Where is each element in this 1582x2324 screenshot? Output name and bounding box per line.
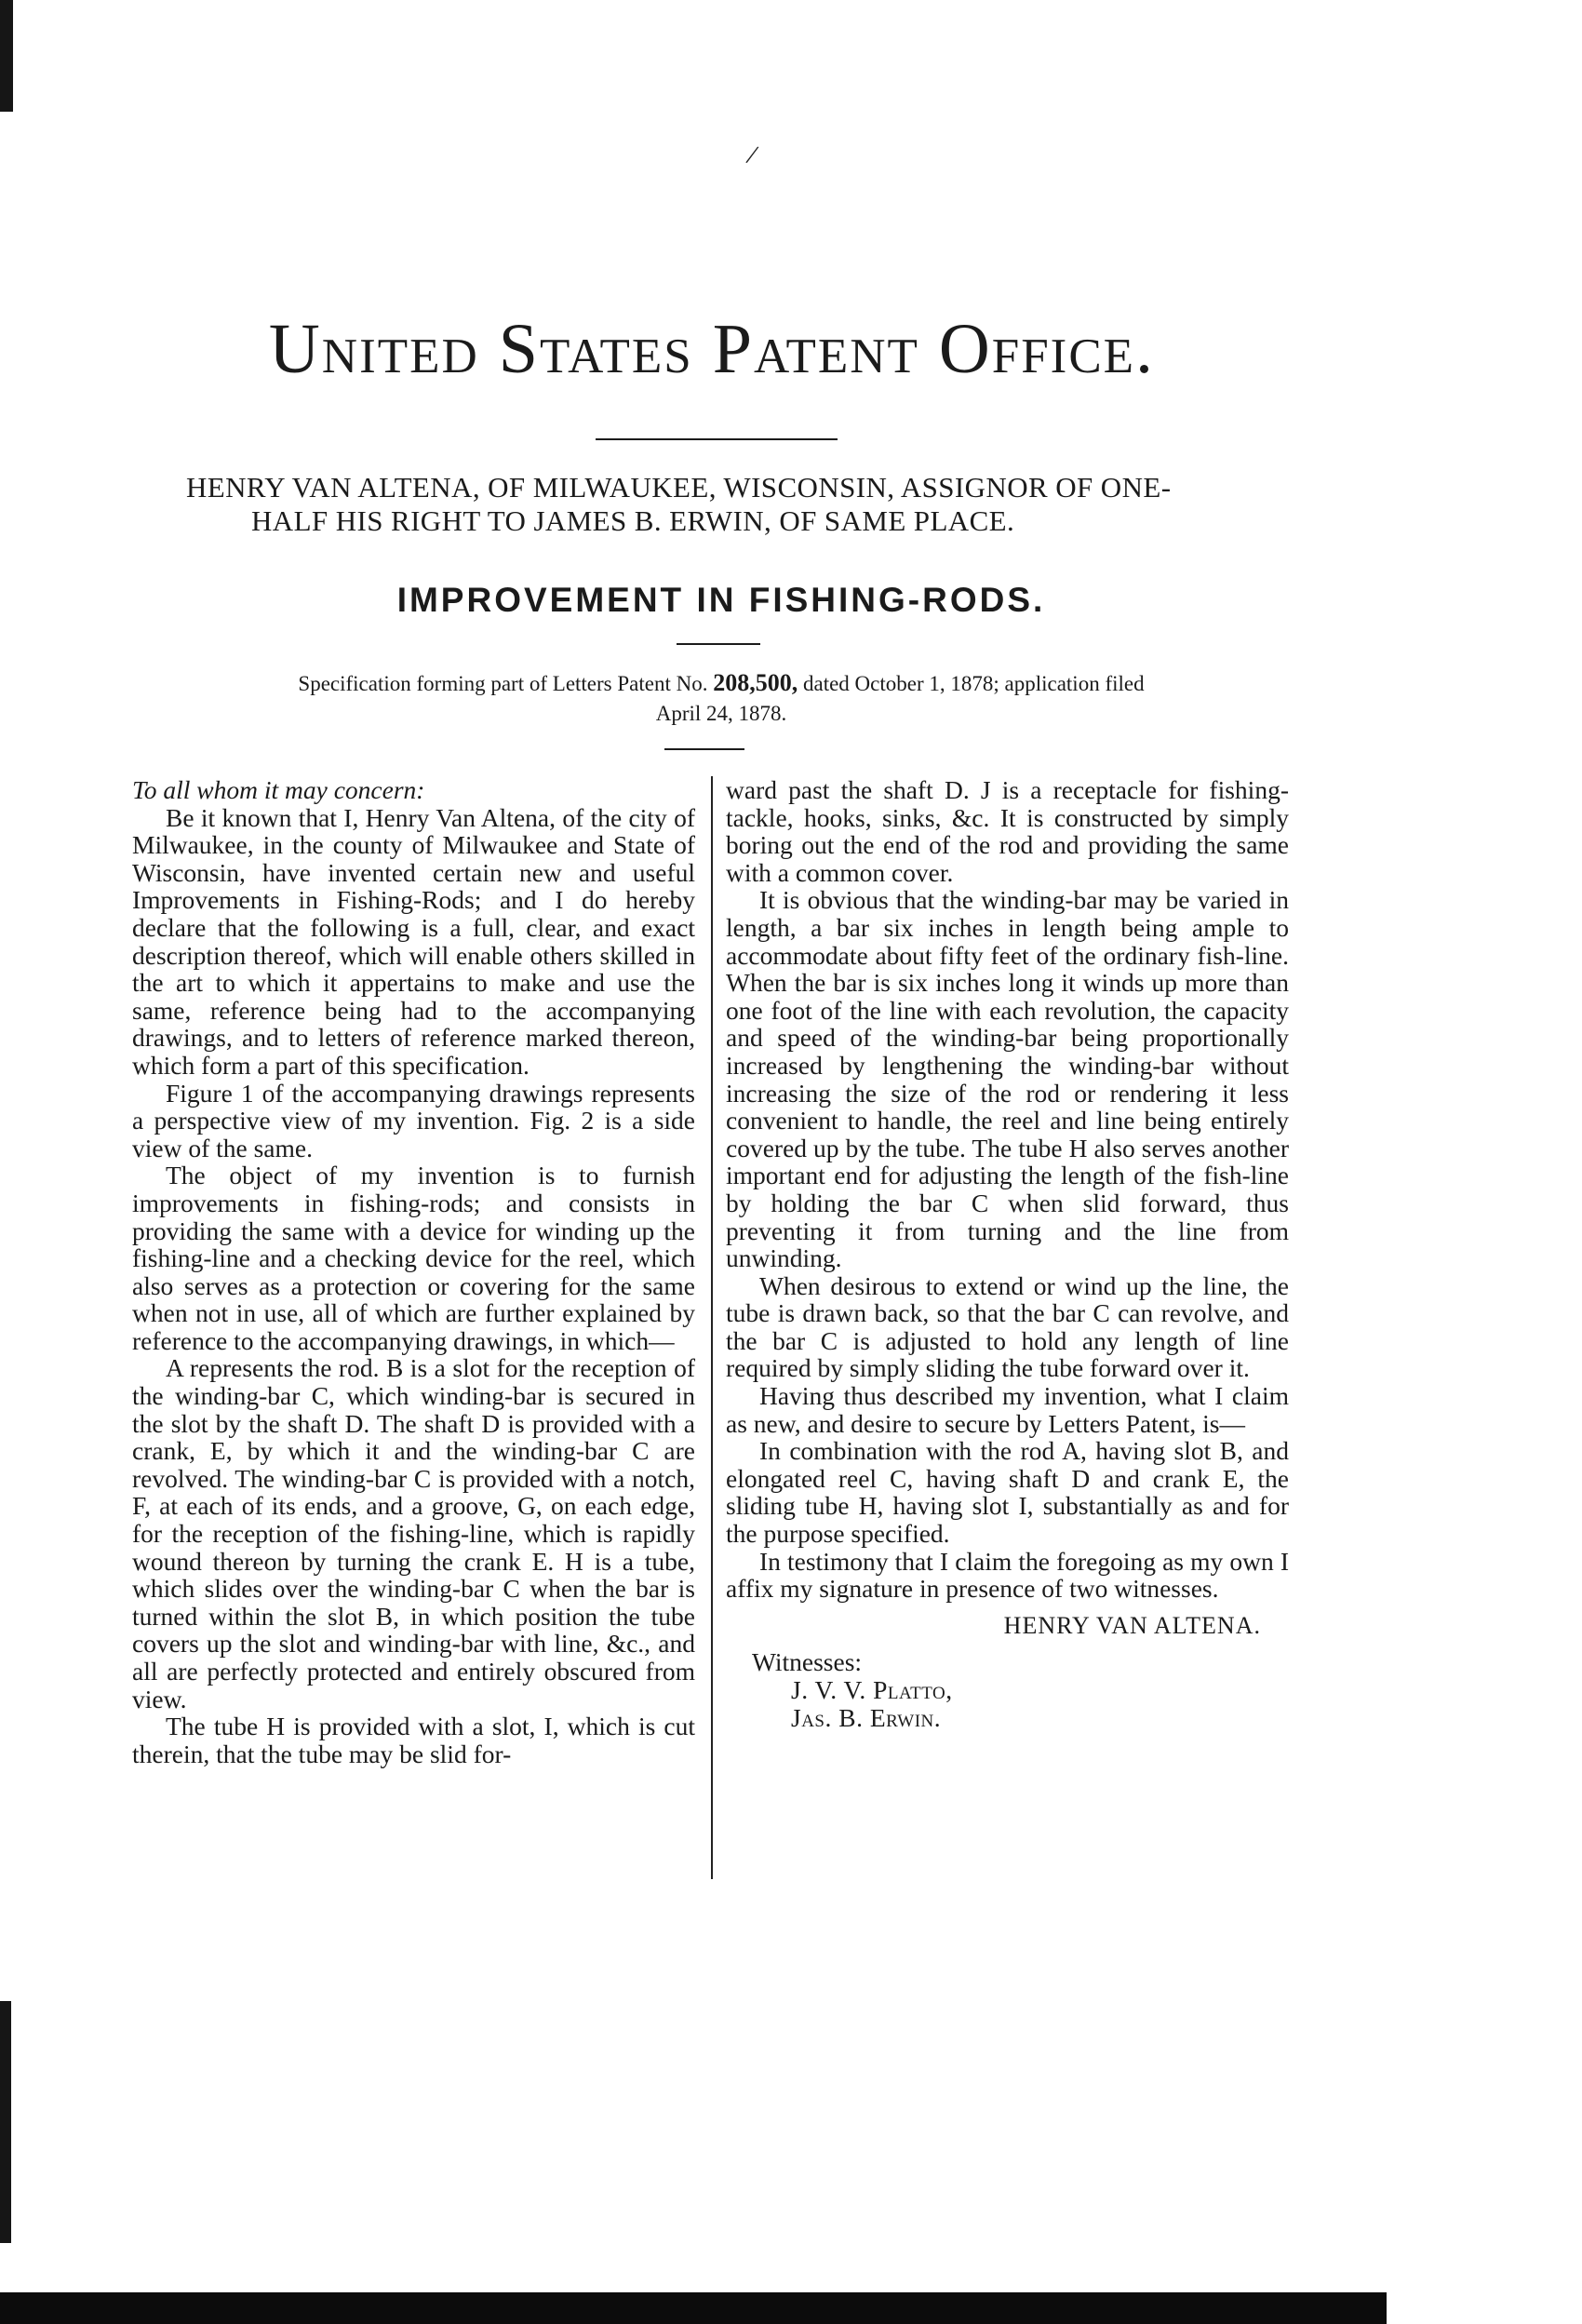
witnesses-label: Witnesses: xyxy=(752,1647,863,1677)
section-rule xyxy=(677,643,760,645)
paragraph: When desirous to extend or wind up the line, the tube is drawn back, so that the bar C can revolve, and the bar C is adjusted to hold any length of line required by simply sliding the tube forward over it. xyxy=(726,1270,1289,1383)
witness-name: Jas. B. Erwin. xyxy=(791,1702,942,1732)
improvement-title: IMPROVEMENT IN FISHING-RODS. xyxy=(396,581,1046,619)
paragraph: ward past the shaft D. J is a receptacle for fishing-tackle, hooks, sinks, &c. It is constructed by simply boring out the end of the rod and providing the same with a common cover. xyxy=(726,775,1289,887)
spec-prefix: Specification forming part of Letters Patent No. xyxy=(298,672,708,695)
specification-line xyxy=(186,668,1256,729)
paragraph: Having thus described my invention, what I claim as new, and desire to secure by Letters Patent, is— xyxy=(726,1381,1289,1438)
claim-paragraph: In combination with the rod A, having slot B, and elongated reel C, having shaft D and crank E, the sliding tube H, having slot I, substantially as and for the purpose specified. xyxy=(726,1436,1289,1549)
paragraph: Be it known that I, Henry Van Altena, of the city of Milwaukee, in the county of Milwaukee and State of Wisconsin, have invented certain new and useful Improvements in Fishing-Rods; and I do hereby declare that the following is a full, clear, and exact description thereof, which will enable others skilled in the art to which it appertains to make and use the same, reference being had to the accompanying drawings, and to letters of reference marked thereon, which form a part of this specification. xyxy=(132,802,695,1080)
paragraph: A represents the rod. B is a slot for the reception of the winding-bar C, which winding-bar is secured in the slot by the shaft D. The shaft D is provided with a crank, E, by which it and the winding-bar C are revolved. The winding-bar C is provided with a notch, F, at each of its ends, and a groove, G, on each edge, for the reception of the fishing-line, which is rapidly wound thereon by turning the crank E. H is a tube, which slides over the winding-bar C when the bar is turned within the slot B, in which position the tube covers up the slot and winding-bar with line, &c., and all are perfectly protected and entirely obscured from view. xyxy=(132,1353,695,1713)
left-column xyxy=(132,776,695,1767)
column-divider xyxy=(711,776,713,1879)
paragraph: It is obvious that the winding-bar may be varied in length, a bar six inches in length being ample to accommodate about fifty feet of the ordinary fish-line. When the bar is six inches long it winds up more than one foot of the line with each revolution, the capacity and speed of the winding-bar being proportionally increased by lengthening the winding-bar without increasing the size of the rod or rendering it less convenient to handle, the reel and line being entirely covered up by the tube. The tube H also serves another important end for adjusting the length of the fish-line by holding the bar C when slid forward, thus preventing it from turning and the line from unwinding. xyxy=(726,885,1289,1273)
scan-bottom-edge xyxy=(0,2292,1387,2324)
section-rule xyxy=(664,748,744,750)
inventor-assignor-heading xyxy=(186,471,1284,538)
patent-number: 208,500, xyxy=(713,669,798,696)
office-title: United States Patent Office. xyxy=(268,310,1156,388)
spec-suffix: dated October 1, 1878; application filed xyxy=(802,672,1145,695)
paragraph: Figure 1 of the accompanying drawings represents a perspective view of my invention. Fig. 2 is a side view of the same. xyxy=(132,1078,695,1162)
witness-name: J. V. V. Platto, xyxy=(791,1675,953,1704)
scan-edge-mark xyxy=(0,0,13,112)
right-column xyxy=(726,776,1289,1731)
spec-filed: April 24, 1878. xyxy=(655,702,787,725)
paragraph: The object of my invention is to furnish improvements in fishing-rods; and consists in providing the same with a device for winding up the fishing-line and a checking device for the reel, which also serves as a protection or covering for the same when not in use, all of which are further explained by reference to the accompanying drawings, in which— xyxy=(132,1161,695,1355)
scan-edge-mark xyxy=(0,2001,11,2243)
paragraph: In testimony that I claim the foregoing as my own I affix my signature in presence of two witnesses. xyxy=(726,1546,1289,1604)
salutation: To all whom it may concern: xyxy=(132,775,425,804)
inventor-signature: HENRY VAN ALTENA. xyxy=(1003,1611,1261,1639)
inventor-line-2: HALF HIS RIGHT TO JAMES B. ERWIN, OF SAME PLACE. xyxy=(251,504,1015,537)
stray-pen-mark: / xyxy=(744,139,761,171)
title-rule xyxy=(596,438,838,440)
paragraph: The tube H is provided with a slot, I, which is cut therein, that the tube may be slid for- xyxy=(132,1712,695,1768)
inventor-line-1: HENRY VAN ALTENA, OF MILWAUKEE, WISCONSIN, ASSIGNOR OF ONE- xyxy=(186,471,1172,504)
